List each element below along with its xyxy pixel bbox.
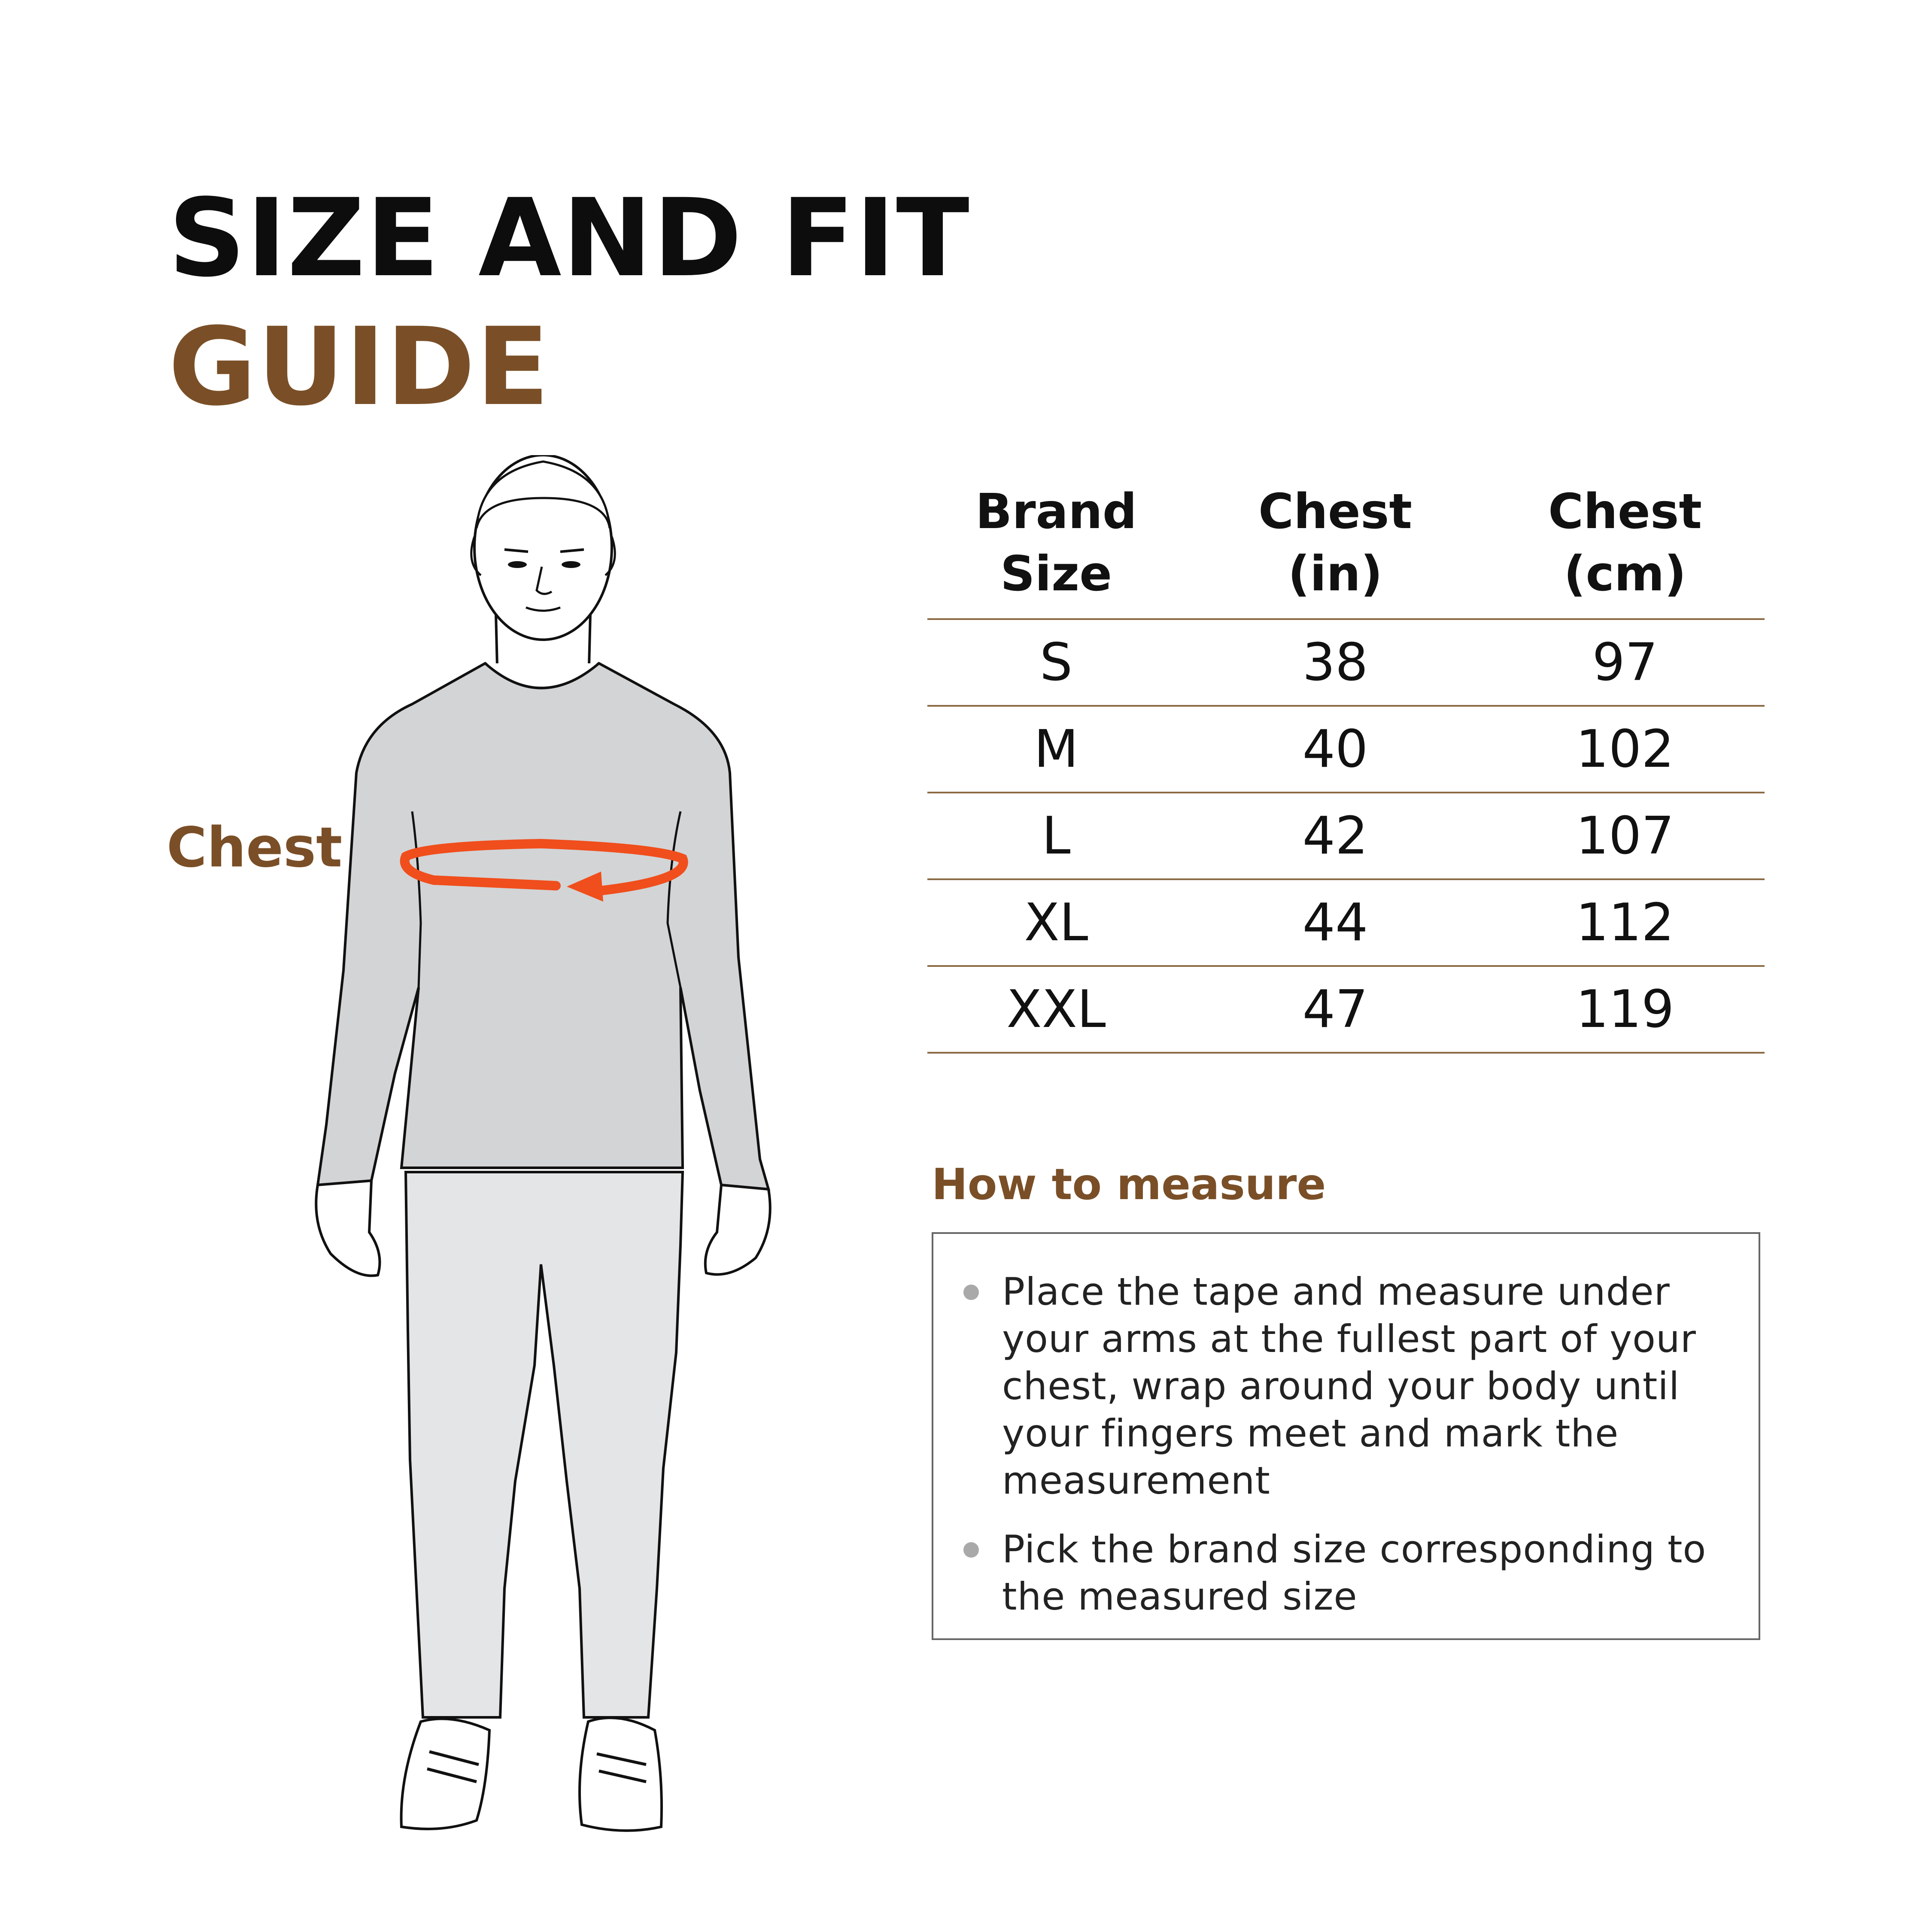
cell-size: XL (927, 879, 1185, 966)
header-chest-cm: Chest (cm) (1485, 481, 1765, 619)
right-shoe (580, 1718, 662, 1831)
table-row (927, 793, 1765, 879)
bullet-icon (963, 1542, 979, 1558)
table-row (927, 879, 1765, 966)
cell-chest-in: 42 (1185, 793, 1485, 879)
cell-chest-in: 44 (1185, 879, 1485, 966)
cell-size: L (927, 793, 1185, 879)
list-item (1002, 1268, 1733, 1504)
how-to-measure-heading: How to measure (932, 1159, 1326, 1209)
step-text: Pick the brand size corresponding to the measured size (1002, 1527, 1707, 1619)
table-header-row (927, 481, 1765, 619)
cell-size: XXL (927, 966, 1185, 1053)
cell-chest-cm: 97 (1485, 619, 1765, 706)
page-title-accent: GUIDE (168, 304, 550, 429)
page-title: SIZE AND FIT (168, 176, 970, 301)
header-brand-size: Brand Size (927, 481, 1185, 619)
cell-chest-in: 40 (1185, 706, 1485, 793)
cell-chest-cm: 107 (1485, 793, 1765, 879)
cell-chest-cm: 112 (1485, 879, 1765, 966)
list-item (1002, 1526, 1733, 1620)
cell-size: S (927, 619, 1185, 706)
table-row (927, 966, 1765, 1053)
model-figure-illustration (301, 455, 794, 1872)
step-text: Place the tape and measure under your arms at the fullest part of your chest, wrap around your body until your fingers meet and mark the measurement (1002, 1270, 1696, 1503)
left-hand (316, 1181, 380, 1276)
right-hand (705, 1185, 770, 1274)
cell-chest-in: 38 (1185, 619, 1485, 706)
bullet-icon (963, 1285, 979, 1300)
size-chart-table (927, 481, 1765, 1054)
cell-chest-cm: 119 (1485, 966, 1765, 1053)
cell-chest-in: 47 (1185, 966, 1485, 1053)
measure-steps-list (1002, 1268, 1733, 1620)
shirt (318, 663, 769, 1189)
header-chest-in: Chest (in) (1185, 481, 1485, 619)
table-row (927, 706, 1765, 793)
how-to-measure-box (932, 1232, 1760, 1640)
cell-size: M (927, 706, 1185, 793)
pants (406, 1172, 683, 1717)
table-row (927, 619, 1765, 706)
cell-chest-cm: 102 (1485, 706, 1765, 793)
chest-label: Chest (167, 816, 343, 880)
